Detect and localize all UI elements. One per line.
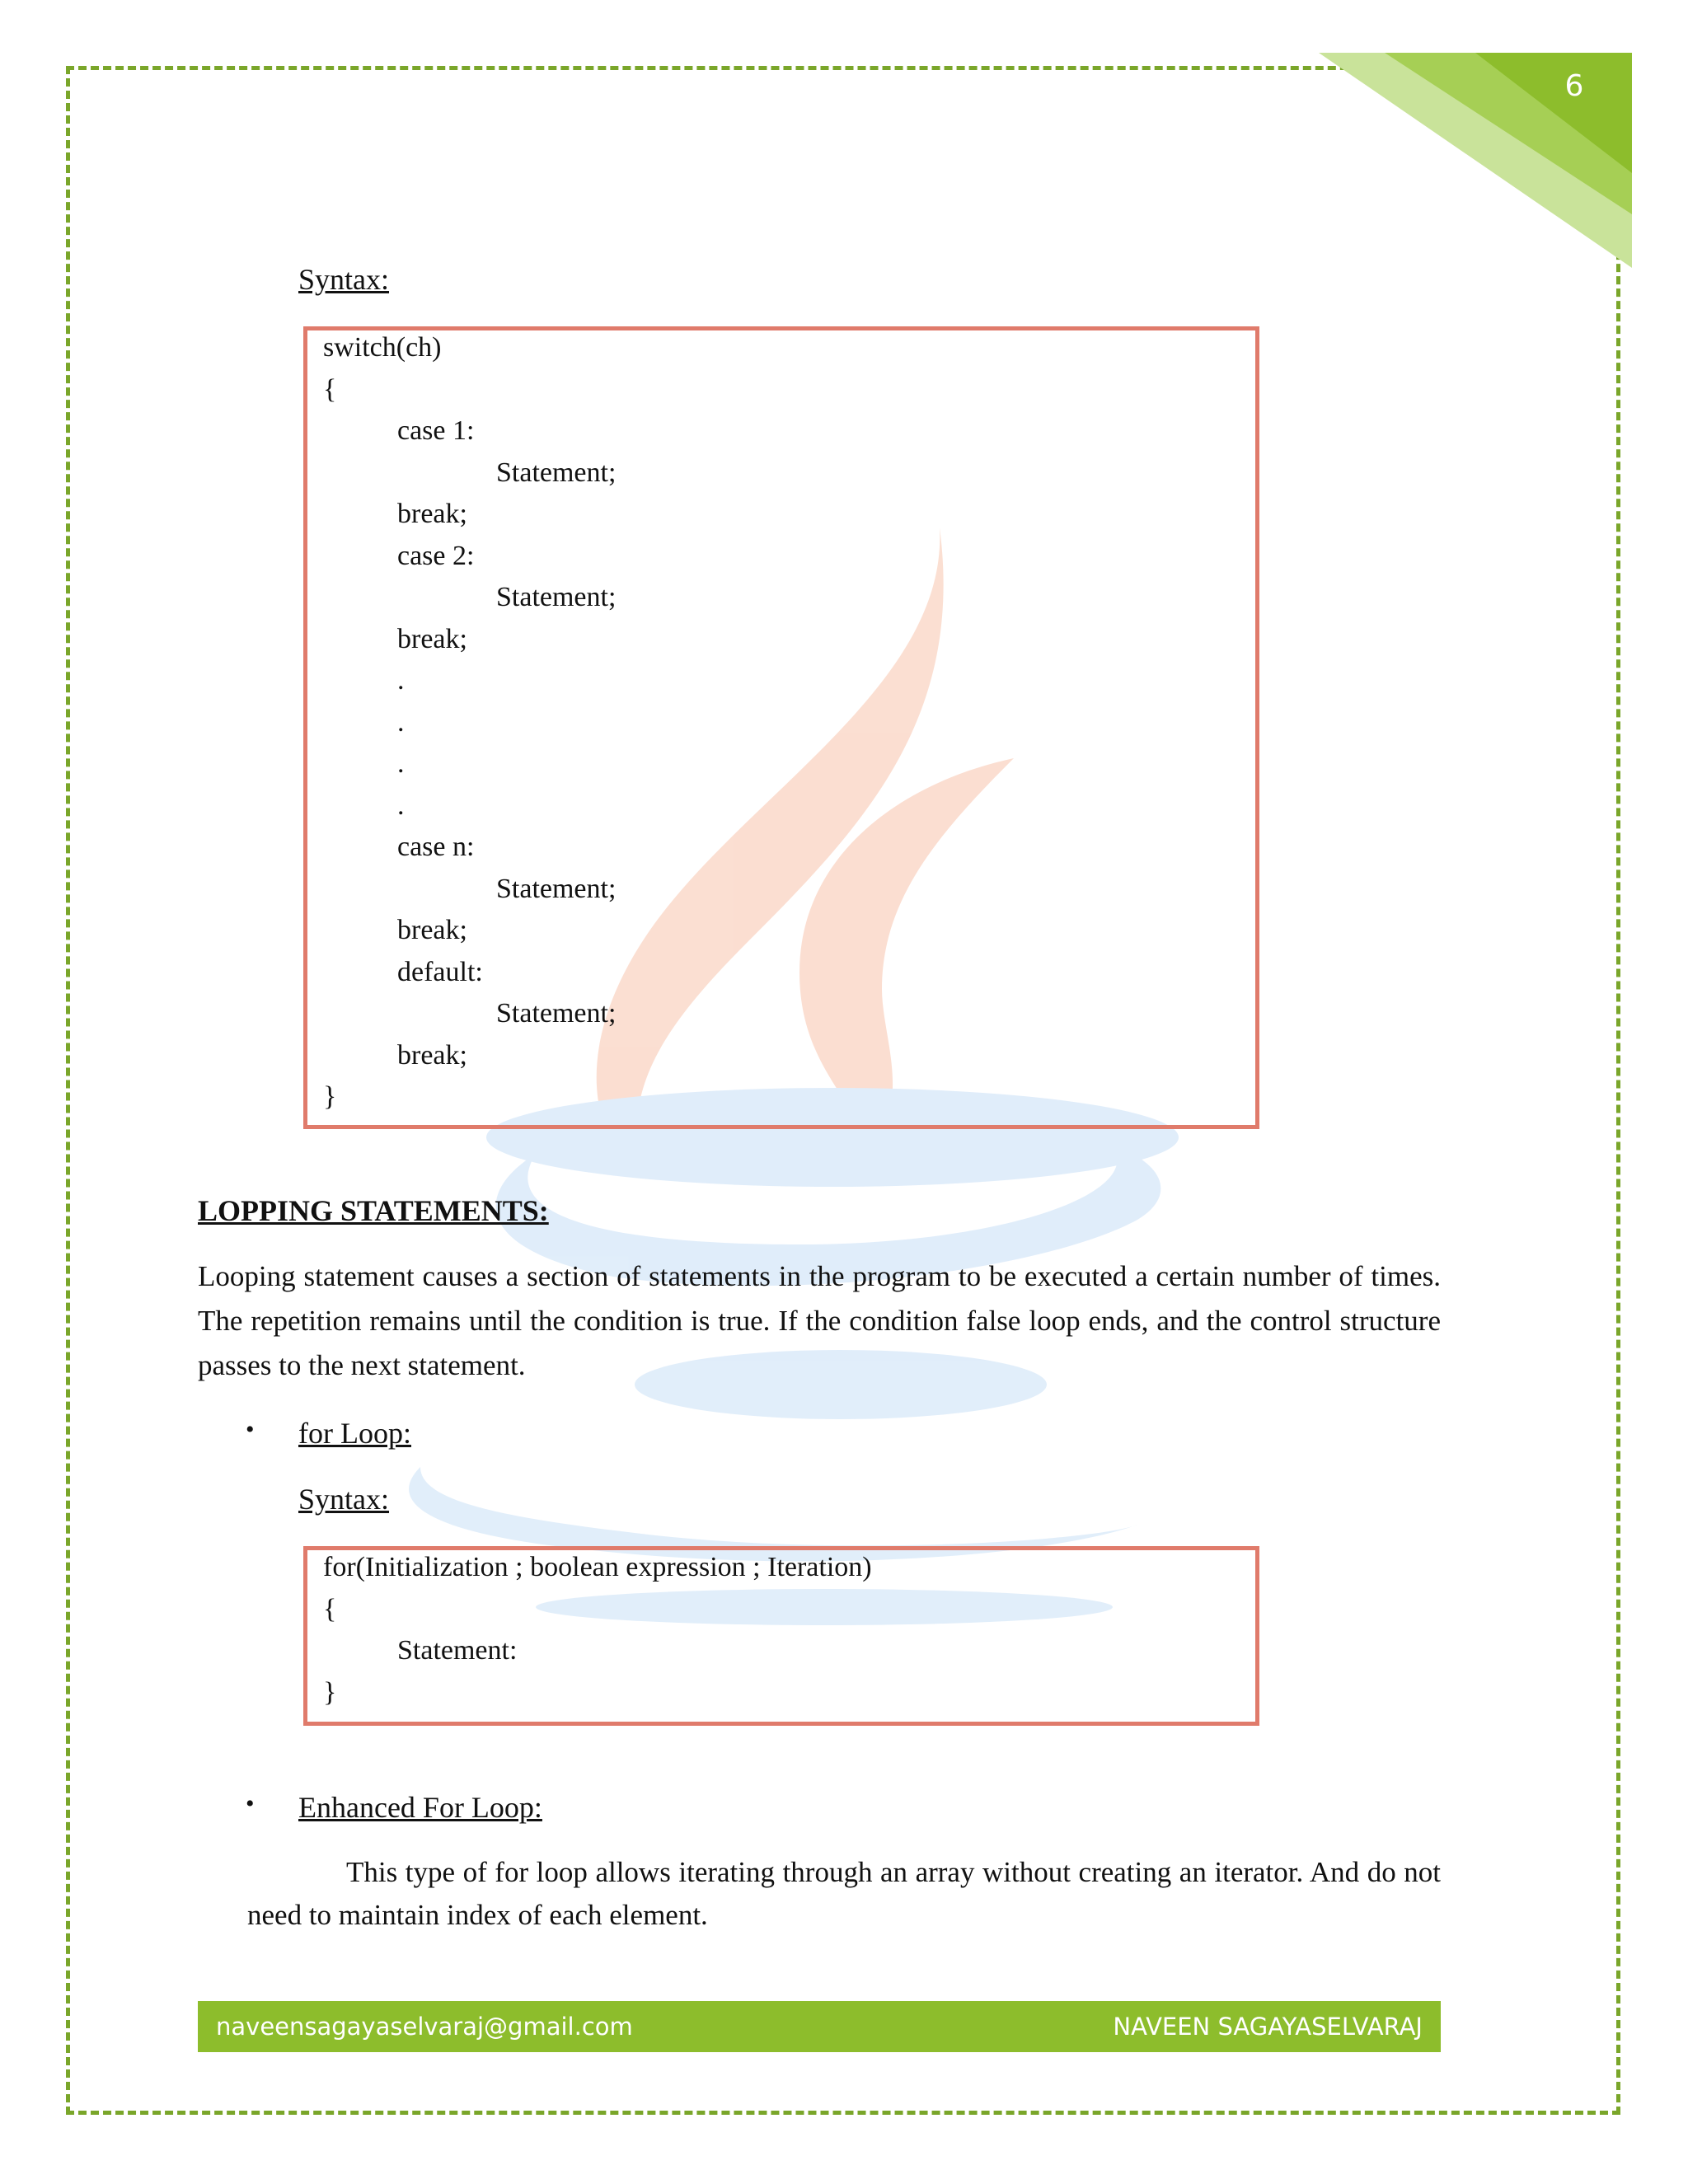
looping-paragraph: Looping statement causes a section of statements in the program to be executed a certain number of times. The repetition remains until the condition is true. If the condition false loop ends, and the control structure passes to the next statement. — [198, 1260, 1441, 1381]
switch-syntax-label: Syntax: — [298, 263, 390, 296]
footer-bar — [198, 2001, 1441, 2052]
footer-email: naveensagayaselvaraj@gmail.com — [216, 2013, 633, 2041]
for-loop-bullet: • — [246, 1416, 255, 1443]
code-line: . — [397, 790, 405, 821]
code-line: break; — [397, 499, 467, 529]
code-line: . — [397, 706, 405, 738]
code-line: break; — [397, 915, 467, 945]
enhanced-loop-bullet: • — [246, 1790, 255, 1817]
footer-author: NAVEEN SAGAYASELVARAJ — [1113, 2013, 1423, 2041]
code-line: Statement: — [397, 1635, 518, 1666]
code-line: Statement; — [496, 582, 617, 612]
code-line: break; — [397, 623, 467, 654]
code-line: { — [323, 1593, 337, 1624]
code-line: switch(ch) — [323, 332, 442, 363]
code-line: case n: — [397, 832, 475, 862]
code-line: break; — [397, 1039, 467, 1071]
code-line: . — [397, 748, 405, 779]
code-line: Statement; — [496, 457, 617, 488]
looping-heading: LOPPING STATEMENTS: — [198, 1194, 549, 1227]
enhanced-loop-title: Enhanced For Loop: — [298, 1791, 542, 1824]
enhanced-loop-paragraph: This type of for loop allows iterating through an array without creating an iterator. And do not need to maintain index of each element. — [247, 1856, 1441, 1931]
page-number: 6 — [1564, 69, 1584, 103]
code-line: { — [323, 373, 337, 405]
code-line: . — [397, 665, 405, 696]
code-line: } — [323, 1081, 337, 1112]
code-line: Statement; — [496, 998, 617, 1029]
for-loop-title: for Loop: — [298, 1417, 411, 1450]
code-line: } — [323, 1676, 337, 1708]
for-syntax-label: Syntax: — [298, 1483, 390, 1516]
code-line: case 2: — [397, 540, 475, 571]
code-line: for(Initialization ; boolean expression ; Iteration) — [323, 1552, 872, 1582]
code-line: case 1: — [397, 415, 475, 446]
code-line: default: — [397, 956, 483, 987]
code-line: Statement; — [496, 873, 617, 904]
